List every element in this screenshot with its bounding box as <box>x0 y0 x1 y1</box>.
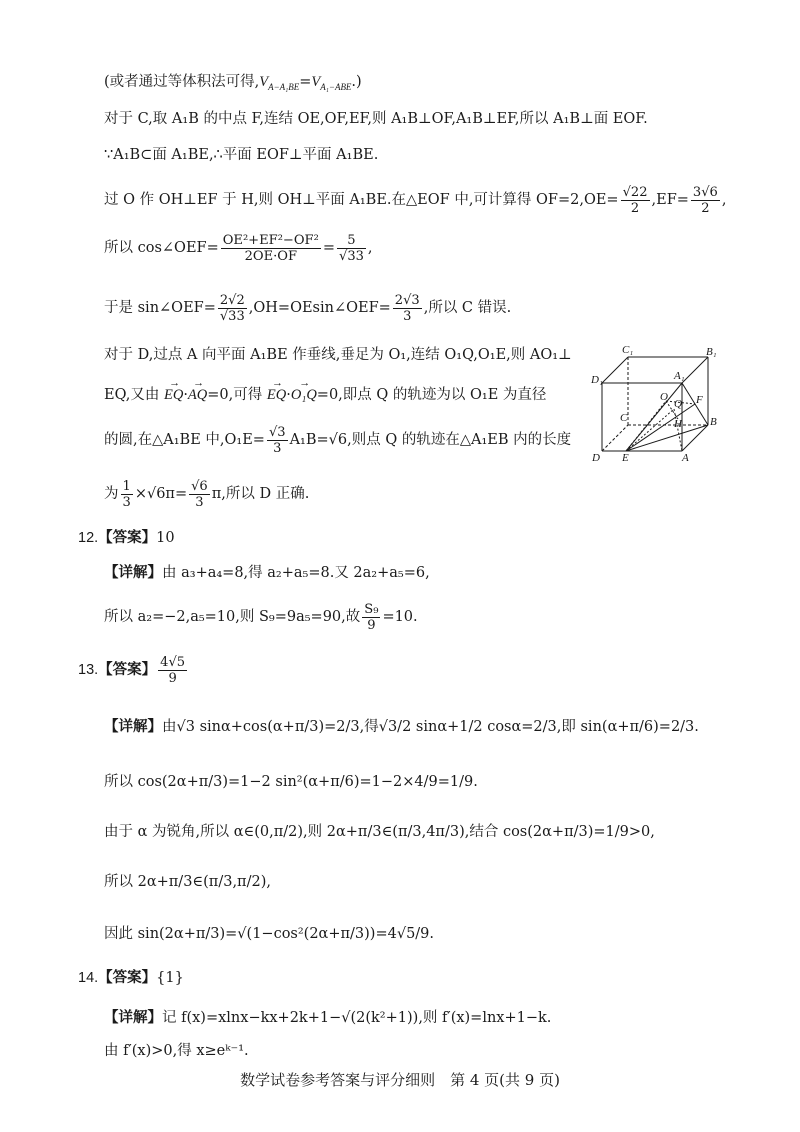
q13-answer-fraction: $\frac{4√5}{9}$ <box>160 654 186 686</box>
q14-answer <box>78 968 184 988</box>
line-eo <box>626 401 666 451</box>
q11-line-2: ∵A₁B⊂面 A₁BE,∴平面 EOF⊥平面 A₁BE. <box>104 147 379 163</box>
fraction-sin: $\frac{2√2}{√33}$ <box>219 292 245 324</box>
q11-line-0: (或者通过等体积法可得$,V_{A-A_1BE}=V_{A_1-ABE}$.) <box>104 74 362 92</box>
q13-answer-tag: 【答案】 <box>98 661 157 678</box>
edge-dc <box>602 425 628 451</box>
label-d1: D₁ <box>591 374 603 386</box>
q12-number: 12. <box>78 530 99 546</box>
cube-figure <box>588 343 718 463</box>
edge-d1c1 <box>602 357 628 383</box>
q11-line-4: 所以 cos∠OEF= $\frac{\text{OE²+EF²−OF²}}{2OE\cdot OF}$ = $\frac{5}{√33}$ , <box>104 232 373 264</box>
label-b: B <box>710 416 717 428</box>
vector-o1q: → O₁Q <box>291 385 317 405</box>
label-f: F <box>696 394 703 406</box>
label-e: E <box>622 452 629 463</box>
q11-line-8: 的圆,在△A₁BE 中,O₁E= $\frac{√3}{3}$ A₁B=√6,则点 Q 的轨迹在△A₁EB 内的长度 <box>104 424 572 456</box>
q11-line-9: 为 $\frac{1}{3}$ ×√6π= $\frac{√6}{3}$ π,所以 D 正确. <box>104 478 310 510</box>
fraction-s9: $\frac{\text{S₉}}{9}$ <box>364 601 379 633</box>
fraction-oh: $\frac{2√3}{3}$ <box>394 292 420 324</box>
label-d: D <box>592 452 600 463</box>
vector-eq: → EQ <box>164 385 183 405</box>
fraction-cos: $\frac{\text{OE²+EF²−OF²}}{2OE\cdot OF}$ <box>222 232 319 264</box>
fraction-ef: $\frac{3√6}{2}$ <box>692 184 718 216</box>
label-h: H <box>674 418 682 430</box>
q11-line-6: 对于 D,过点 A 向平面 A₁BE 作垂线,垂足为 O₁,连结 O₁Q,O₁E,则 AO₁⊥ <box>104 347 572 363</box>
line-ef <box>626 404 695 451</box>
q14-number: 14. <box>78 970 99 986</box>
q13-number: 13. <box>78 662 99 678</box>
page-footer: 数学试卷参考答案与评分细则 第 4 页(共 9 页) <box>240 1071 560 1089</box>
fraction-length: $\frac{√6}{3}$ <box>191 478 208 510</box>
q14-detail-1: 【详解】记 f(x)=xlnx−kx+2k+1−√(2(k²+1)),则 f′(x)=lnx+1−k. <box>104 1009 552 1026</box>
q11-line-7: EQ,又由 → EQ·→ AQ=0,可得 → EQ·→ O₁Q=0,即点 Q 的轨迹为以 O₁E 为直径 <box>104 385 546 405</box>
label-q: Q <box>674 398 682 410</box>
edge-a1b1 <box>682 357 708 383</box>
q12-detail-1: 【详解】由 a₃+a₄=8,得 a₂+a₅=8.又 2a₂+a₅=6, <box>104 564 430 581</box>
q13-detail-4: 所以 2α+π/3∈(π/3,π/2), <box>104 874 271 890</box>
q11-line-3: 过 O 作 OH⊥EF 于 H,则 OH⊥平面 A₁BE.在△EOF 中,可计算得 OF=2,OE= $\frac{√22}{2}$ ,EF= $\frac{3√6}{2}$ , <box>104 184 727 216</box>
q13-detail-2: 所以 cos(2α+π/3)=1−2 sin²(α+π/6)=1−2×4/9=1/9. <box>104 774 478 790</box>
fraction-o1e: $\frac{√3}{3}$ <box>268 424 286 456</box>
q14-answer-tag: 【答案】 <box>98 969 157 986</box>
q12-detail-2: 所以 a₂=−2,a₅=10,则 S₉=9a₅=90,故 $\frac{\text{S₉}}{9}$ =10. <box>104 601 418 633</box>
q12-answer-value: 10 <box>156 530 175 546</box>
q11-line-1: 对于 C,取 A₁B 的中点 F,连结 OE,OF,EF,则 A₁B⊥OF,A₁B⊥EF,所以 A₁B⊥面 EOF. <box>104 111 648 127</box>
q13-detail-5: 因此 sin(2α+π/3)=√(1−cos²(2α+π/3))=4√5/9. <box>104 926 435 942</box>
q12-answer <box>78 528 175 548</box>
fraction-oe: $\frac{√22}{2}$ <box>622 184 648 216</box>
label-o: O <box>660 391 668 403</box>
vector-aq: → AQ <box>188 385 207 405</box>
label-b1: B₁ <box>706 346 717 358</box>
label-c1: C₁ <box>622 344 634 356</box>
q11-line-5: 于是 sin∠OEF= $\frac{2√2}{√33}$ ,OH=OEsin∠OEF= $\frac{2√3}{3}$ ,所以 C 错误. <box>104 292 512 324</box>
q13-detail-3: 由于 α 为锐角,所以 α∈(0,π/2),则 2α+π/3∈(π/3,4π/3),结合 cos(2α+π/3)=1/9>0, <box>104 824 655 840</box>
q11-line0-text: (或者通过等体积法可得, <box>104 74 260 90</box>
label-a1: A₁ <box>674 370 685 382</box>
q13-answer <box>78 650 189 690</box>
q14-answer-value: {1} <box>156 970 184 986</box>
vector-eq-2: → EQ <box>267 385 286 405</box>
label-a: A <box>682 452 689 463</box>
fraction-third: $\frac{1}{3}$ <box>122 478 131 510</box>
q12-answer-tag: 【答案】 <box>98 529 157 546</box>
q13-detail-1: 【详解】由√3 sinα+cos(α+π/3)=2/3,得√3/2 sinα+1/2 cosα=2/3,即 sin(α+π/6)=2/3. <box>104 718 699 735</box>
label-c: C <box>620 412 628 424</box>
fraction-cos-value: $\frac{5}{√33}$ <box>339 232 364 264</box>
line-eq <box>626 409 674 451</box>
q14-detail-2: 由 f′(x)>0,得 x≥eᵏ⁻¹. <box>104 1043 249 1059</box>
